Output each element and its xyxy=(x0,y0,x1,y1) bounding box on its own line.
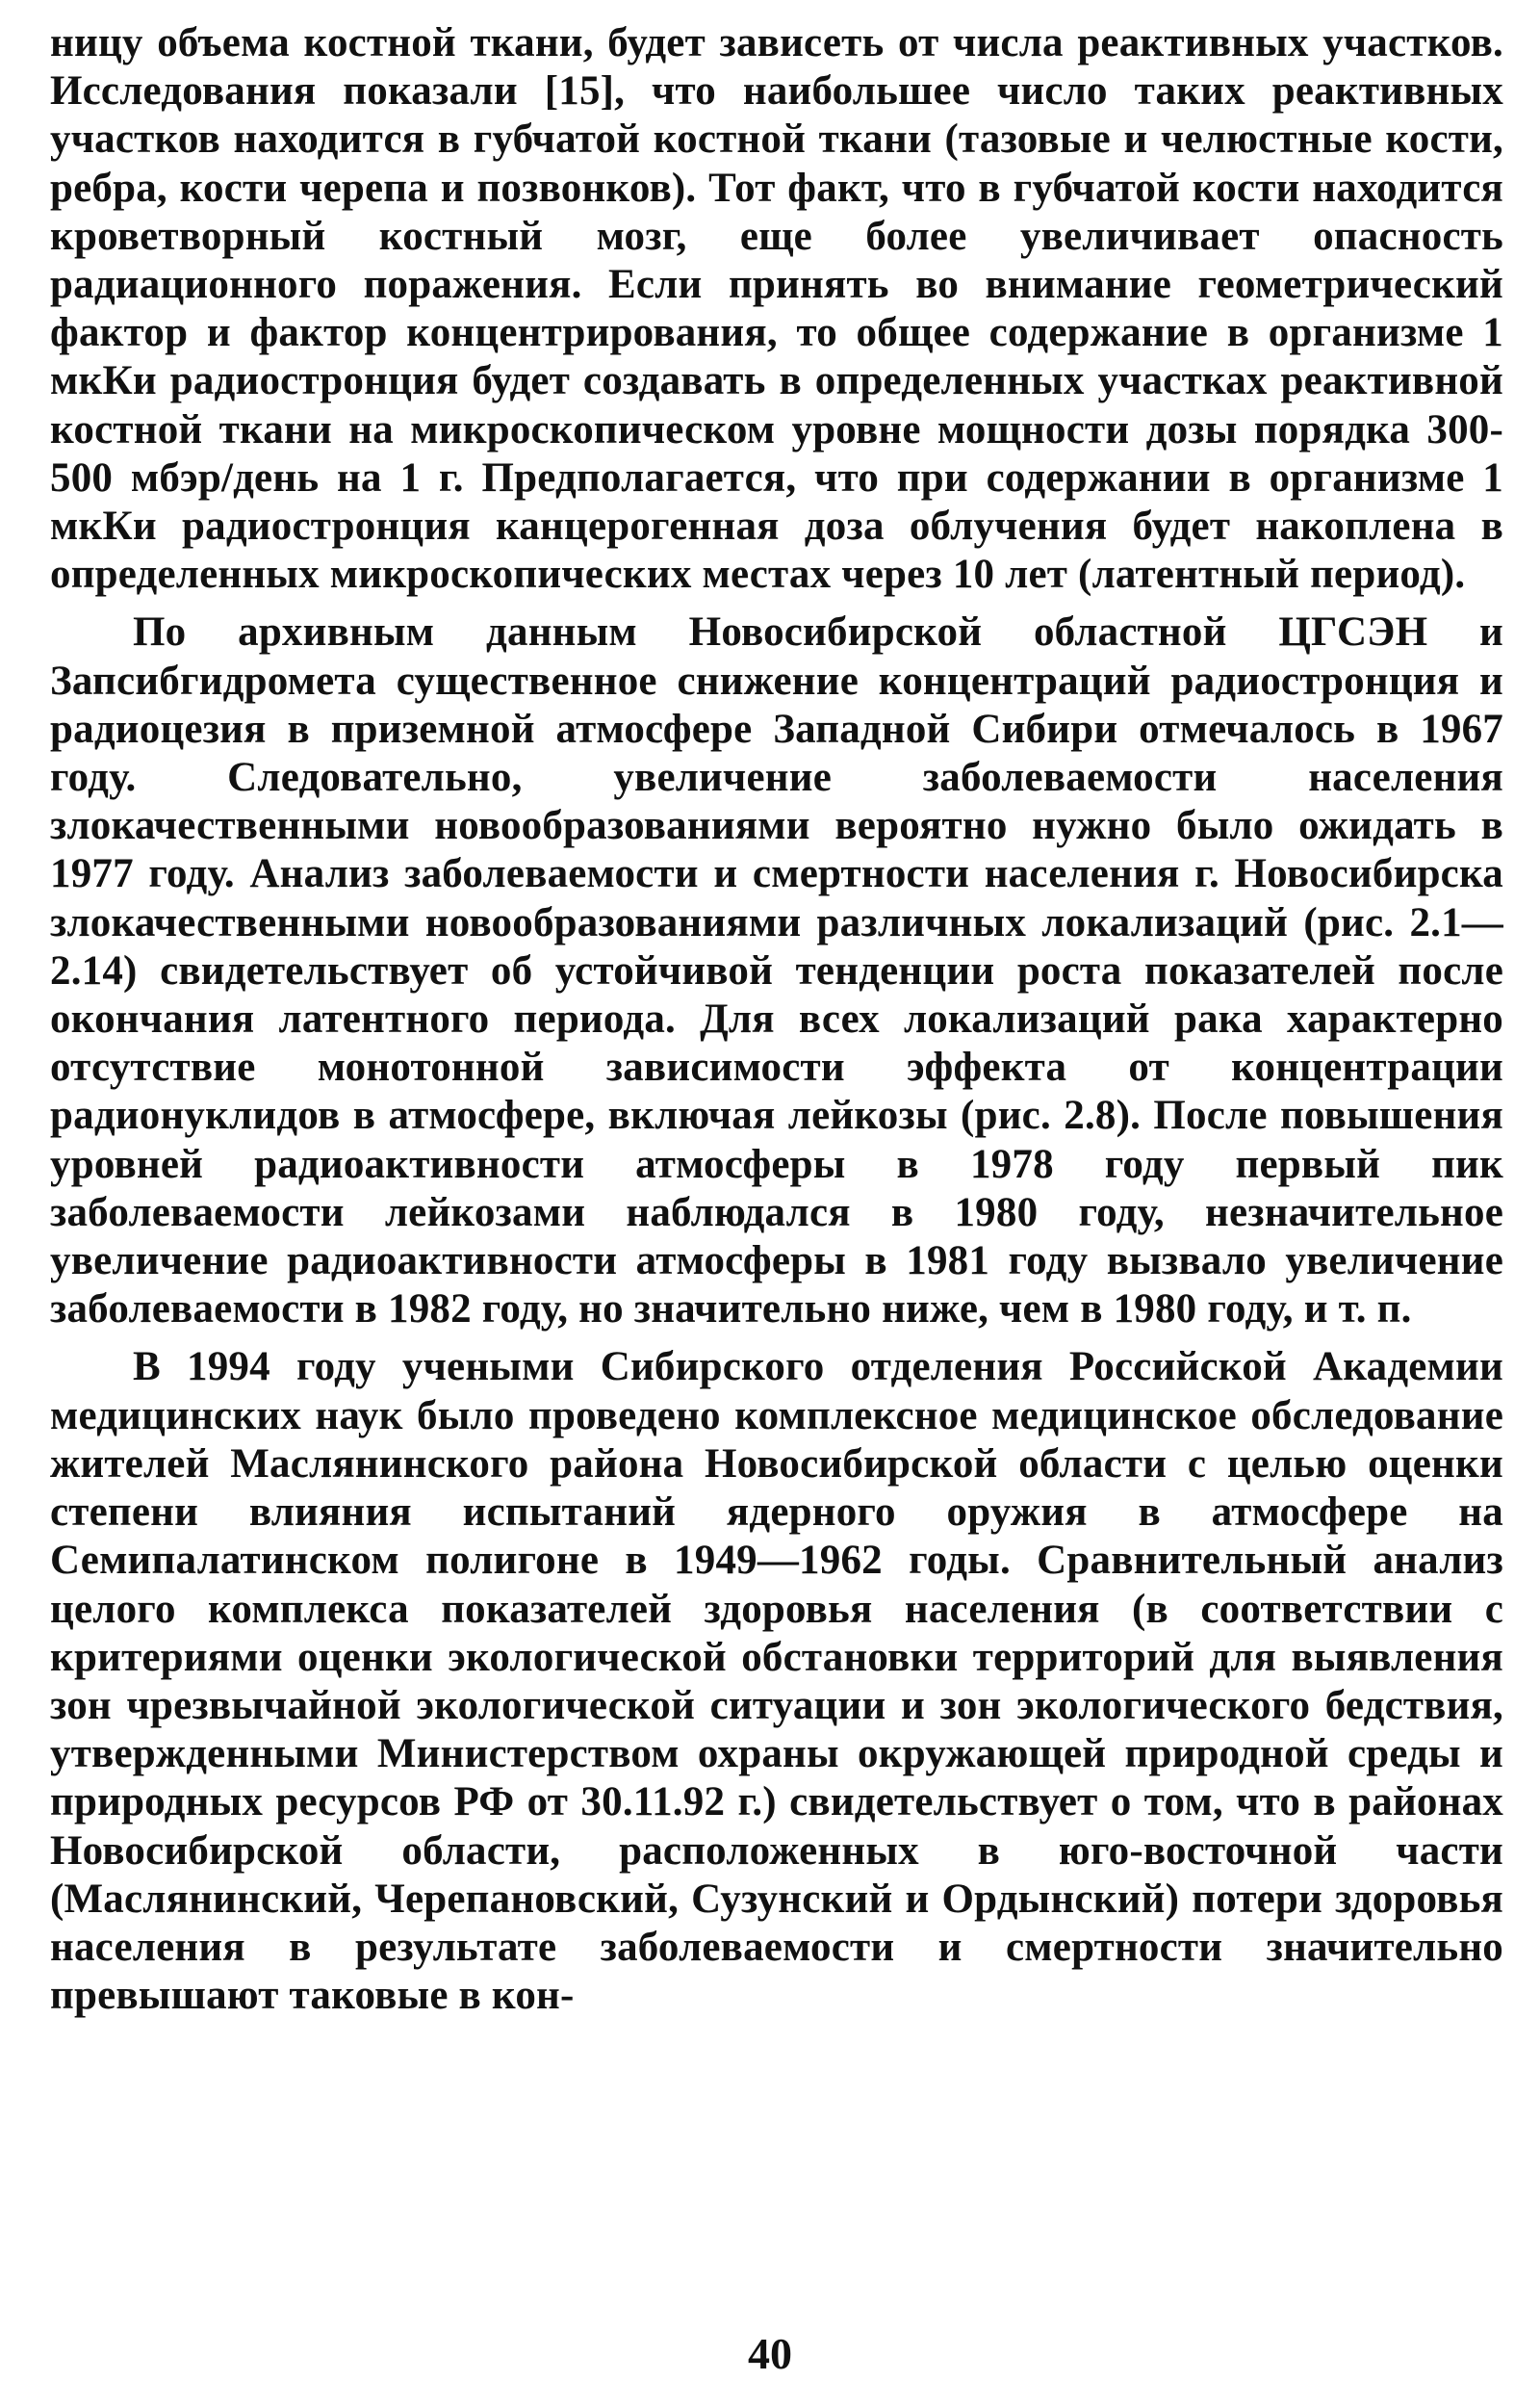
body-text xyxy=(50,19,1503,2020)
page-number: 40 xyxy=(748,2329,792,2378)
paragraph-1: ницу объема костной ткани, будет зависеть от числа реактивных участков. Исследования показали [15], что наибольшее число таких реактивных участков находится в губчатой костной ткани (тазовые и челюстные кости, ребра, кости черепа и позвонков). Тот факт, что в губчатой кости находится кроветворный костный мозг, еще более увеличивает опасность радиационного поражения. Если принять во внимание геометрический фактор и фактор концентрирования, то общее содержание в организме 1 мкКи радиостронция будет создавать в определенных участках реактивной костной ткани на микроскопическом уровне мощности дозы порядка 300-500 мбэр/день на 1 г. Предполагается, что при содержании в организме 1 мкКи радиостронция канцерогенная доза облучения будет накоплена в определенных микроскопических местах через 10 лет (латентный период). xyxy=(50,20,1503,598)
paragraph-2: По архивным данным Новосибирской областной ЦГСЭН и Запсибгидромета существенное снижение концентраций радиостронция и радиоцезия в приземной атмосфере Западной Сибири отмечалось в 1967 году. Следовательно, увеличение заболеваемости населения злокачественными новообразованиями вероятно нужно было ожидать в 1977 году. Анализ заболеваемости и смертности населения г. Новосибирска злокачественными новообразованиями различных локализаций (рис. 2.1—2.14) свидетельствует об устойчивой тенденции роста показателей после окончания латентного периода. Для всех локализаций рака характерно отсутствие монотонной зависимости эффекта от концентрации радионуклидов в атмосфере, включая лейкозы (рис. 2.8). После повышения уровней радиоактивности атмосферы в 1978 году первый пик заболеваемости лейкозами наблюдался в 1980 году, незначительное увеличение радиоактивности атмосферы в 1981 году вызвало увеличение заболеваемости в 1982 году, но значительно ниже, чем в 1980 году, и т. п. xyxy=(50,609,1503,1333)
paragraph-3: В 1994 году учеными Сибирского отделения Российской Академии медицинских наук было проведено комплексное медицинское обследование жителей Маслянинского района Новосибирской области с целью оценки степени влияния испытаний ядерного оружия в атмосфере на Семипалатинском полигоне в 1949—1962 годы. Сравнительный анализ целого комплекса показателей здоровья населения (в соответствии с критериями оценки экологической обстановки территорий для выявления зон чрезвычайной экологической ситуации и зон экологического бедствия, утвержденными Министерством охраны окружающей природной среды и природных ресурсов РФ от 30.11.92 г.) свидетельствует о том, что в районах Новосибирской области, расположенных в юго-восточной части (Маслянинский, Черепановский, Сузунский и Ордынский) потери здоровья населения в результате заболеваемости и смертности значительно превышают таковые в кон- xyxy=(50,1344,1503,2019)
